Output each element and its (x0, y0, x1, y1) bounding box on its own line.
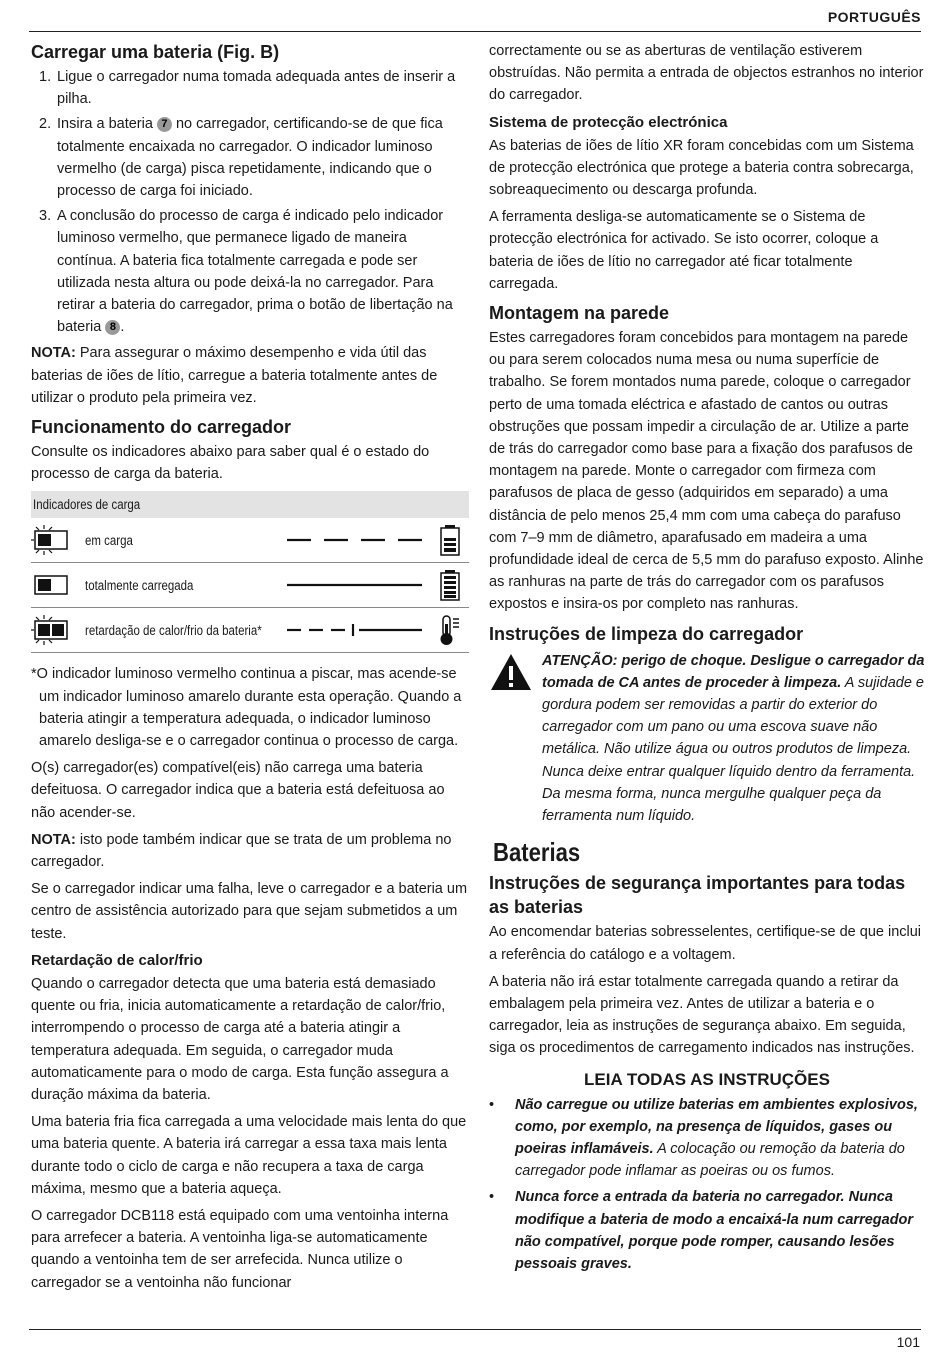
list-item (489, 1186, 925, 1275)
paragraph: A ferramenta desliga-se automaticamente se o Sistema de protecção electrónica for activado. Se isto ocorrer, coloque a bateria de iões de lítio no carregador até ficar totalmente carregada. (489, 209, 879, 292)
bullet-text: A colocação ou remoção da bateria do carregador pode inflamar as poeiras ou os fumos. (515, 1140, 905, 1180)
footnote-paragraph: *O indicador luminoso vermelho continua a piscar, mas acende-se um indicador luminoso amarelo durante esta operação. Quando a bateria atingir a temperatura adequada, o indicador luminoso amarelo desliga-se e o carregador continua o processo de carga. (31, 666, 462, 750)
table-header-label: Indicadores de carga (33, 497, 141, 513)
step-text: Insira a bateria (57, 116, 153, 133)
paragraph: O(s) carregador(es) compatível(eis) não carrega uma bateria defeituosa. O carregador indica que a bateria está defeituosa ao não acender-se. (31, 760, 445, 821)
right-column (489, 40, 925, 1279)
paragraph: A bateria não irá estar totalmente carregada quando a retirar da embalagem pela primeira vez. Antes de utilizar a bateria e o carregador, leia as instruções de segurança abaixo. Em seguida, siga os procedimentos de carregamento indicados nas instruções. (489, 973, 915, 1057)
paragraph: O carregador DCB118 está equipado com uma ventoinha interna para arrefecer a bateria. A ventoinha liga-se automaticamente quando a ventoinha tem de ser arrefecida. Nunca utilize o carregador se a ventoinha não funcionar (31, 1207, 449, 1291)
list-item (31, 205, 469, 338)
paragraph: Quando o carregador detecta que uma bateria está demasiado quente ou fria, inicia automaticamente a retardação de calor/frio, interrompendo o processo de carga até a bateria atingir a temperatura adequada. Em seguida, o carregador muda automaticamente para o modo de carga. Esta função assegura a duração máxima da bateria. (31, 975, 449, 1103)
indicator-label: em carga (85, 533, 133, 549)
battery-full-icon (435, 569, 465, 601)
step-text: Ligue o carregador numa tomada adequada antes de inserir a pilha. (57, 69, 456, 108)
list-item (31, 113, 469, 202)
paragraph: As baterias de iões de lítio XR foram concebidas com um Sistema de protecção electrónica que protege a bateria contra sobrecarga, sobreaquecimento ou descarga profunda. (489, 137, 914, 199)
note-text: isto pode também indicar que se trata de um problema no carregador. (31, 831, 452, 871)
dash-then-solid-pattern-icon (287, 624, 423, 636)
step-number: 3. (39, 208, 52, 225)
led-blinking-icon (31, 524, 71, 556)
page-number: 101 (896, 1334, 920, 1350)
list-item (489, 1094, 925, 1183)
step-text: no carregador, certificando-se de que fica totalmente encaixada no carregador. O indicador luminoso vermelho (de carga) pisca repetidamente, indicando que o processo de carga foi iniciado. (57, 116, 443, 200)
note-paragraph (31, 342, 469, 409)
led-double-icon (31, 614, 71, 646)
reference-number-badge: 7 (157, 117, 172, 132)
paragraph: Consulte os indicadores abaixo para saber qual é o estado do processo de carga da bateria. (31, 444, 430, 483)
bullet-marker: • (489, 1189, 495, 1206)
indicator-label: totalmente carregada (85, 578, 194, 594)
left-column (31, 40, 469, 1299)
step-text: . (120, 319, 125, 336)
step-number: 2. (39, 116, 52, 133)
note-label: NOTA: (31, 345, 76, 362)
table-row (31, 563, 469, 608)
paragraph: Uma bateria fria fica carregada a uma velocidade mais lenta do que uma bateria quente. A bateria irá carregar a essa taxa mais lenta durante todo o ciclo de carga e não recupera a taxa de carga máxima, mesmo que a bateria aqueça. (31, 1114, 467, 1197)
note-text: Para assegurar o máximo desempenho e vida útil das baterias de iões de lítio, carregue a bateria totalmente antes de utilizar o produto pela primeira vez. (31, 345, 438, 406)
safety-bullet-list (489, 1094, 925, 1276)
heading-batteries: Baterias (493, 837, 581, 868)
step-text: A conclusão do processo de carga é indicado pelo indicador luminoso vermelho, que permanece ligado de maneira contínua. A bateria fica totalmente carregada e pode ser utilizada nesta altura ou pode deixá-la no carregador. Para retirar a bateria do carregador, prima o botão de libertação na bateria (57, 208, 453, 336)
thermometer-icon (435, 614, 465, 646)
heading-read-all-instructions: LEIA TODAS AS INSTRUÇÕES (584, 1069, 830, 1089)
warning-text: A sujidade e gordura podem ser removidas a partir do exterior do carregador com um pano ou uma escova suave não metálica. Não utilize água ou outros produtos de limpeza. Nunca deixe entrar qualquer líquido dentro da ferramenta. Da mesma forma, nunca mergulhe qualquer peça da ferramenta num líquido. (542, 674, 924, 825)
table-row (31, 518, 469, 563)
led-solid-icon (31, 569, 71, 601)
bullet-bold-text: Não carregue ou utilize baterias em ambientes explosivos, como, por exemplo, na presença de líquidos, gases ou poeiras inflamáveis. (515, 1096, 918, 1157)
paragraph: correctamente ou se as aberturas de ventilação estiverem obstruídas. Não permita a entrada de objectos estranhos no interior do carregador. (489, 43, 924, 104)
bullet-bold-text: Nunca force a entrada da bateria no carregador. Nunca modifique a bateria de modo a encaixá-la num carregador não compatível, porque pode romper, causando lesões pessoais graves. (515, 1189, 914, 1272)
heading-heat-cold-delay: Retardação de calor/frio (31, 951, 203, 969)
note-label: NOTA: (31, 831, 76, 848)
paragraph: Ao encomendar baterias sobresselentes, certifique-se de que inclui a referência do catálogo e a voltagem. (489, 924, 922, 963)
heading-charger-operation: Funcionamento do carregador (31, 417, 292, 438)
heading-electronic-protection: Sistema de protecção electrónica (489, 113, 728, 131)
footer-rule (29, 1329, 921, 1330)
warning-block (489, 650, 925, 828)
header-rule (29, 31, 921, 32)
dashed-pattern-icon (287, 534, 423, 546)
paragraph: Estes carregadores foram concebidos para montagem na parede ou para serem colocados numa mesa ou numa superfície de trabalho. Se forem montados numa parede, coloque o carregador perto de uma tomada eléctrica e afastado de cantos ou outras obstruções que possam impedir a circulação de ar. Utilize a parte de trás do carregador como base para a fixação dos parafusos de montagem na parede. Monte o carregador com firmeza com parafusos de placa de gesso (adquiridos em separado) a uma distância de pelo menos 25,4 mm com uma cabeça do parafuso com 7–9 mm de diâmetro, aparafusado em madeira a uma profundidade ideal de cerca de 5,5 mm do parafuso exposto. Alinhe as ranhuras na parte de trás do carregador com os parafusos expostos e insira-os por completo nas ranhuras. (489, 330, 924, 613)
charge-indicators-table (31, 491, 469, 653)
bullet-marker: • (489, 1096, 495, 1113)
warning-triangle-icon (489, 652, 533, 692)
indicator-label: retardação de calor/frio da bateria* (85, 623, 262, 639)
table-row (31, 608, 469, 653)
list-item (31, 66, 469, 110)
reference-number-badge: 8 (105, 320, 120, 335)
battery-charging-icon (435, 524, 465, 556)
heading-safety-instructions: Instruções de segurança importantes para todas as baterias (489, 873, 906, 918)
note-paragraph (31, 829, 469, 873)
header-language: PORTUGUÊS (827, 9, 921, 25)
table-header (31, 491, 469, 518)
solid-pattern-icon (287, 579, 423, 591)
step-number: 1. (39, 69, 52, 85)
warning-bold-text: ATENÇÃO: perigo de choque. Desligue o carregador da tomada de CA antes de proceder à limpeza. (542, 652, 925, 691)
heading-charge-battery: Carregar uma bateria (Fig. B) (31, 42, 280, 62)
paragraph: Se o carregador indicar uma falha, leve o carregador e a bateria um centro de assistência autorizado para que sejam submetidos a um teste. (31, 881, 468, 942)
heading-wall-mounting: Montagem na parede (489, 303, 670, 324)
charge-steps-list (31, 66, 469, 338)
heading-cleaning-instructions: Instruções de limpeza do carregador (489, 623, 804, 644)
